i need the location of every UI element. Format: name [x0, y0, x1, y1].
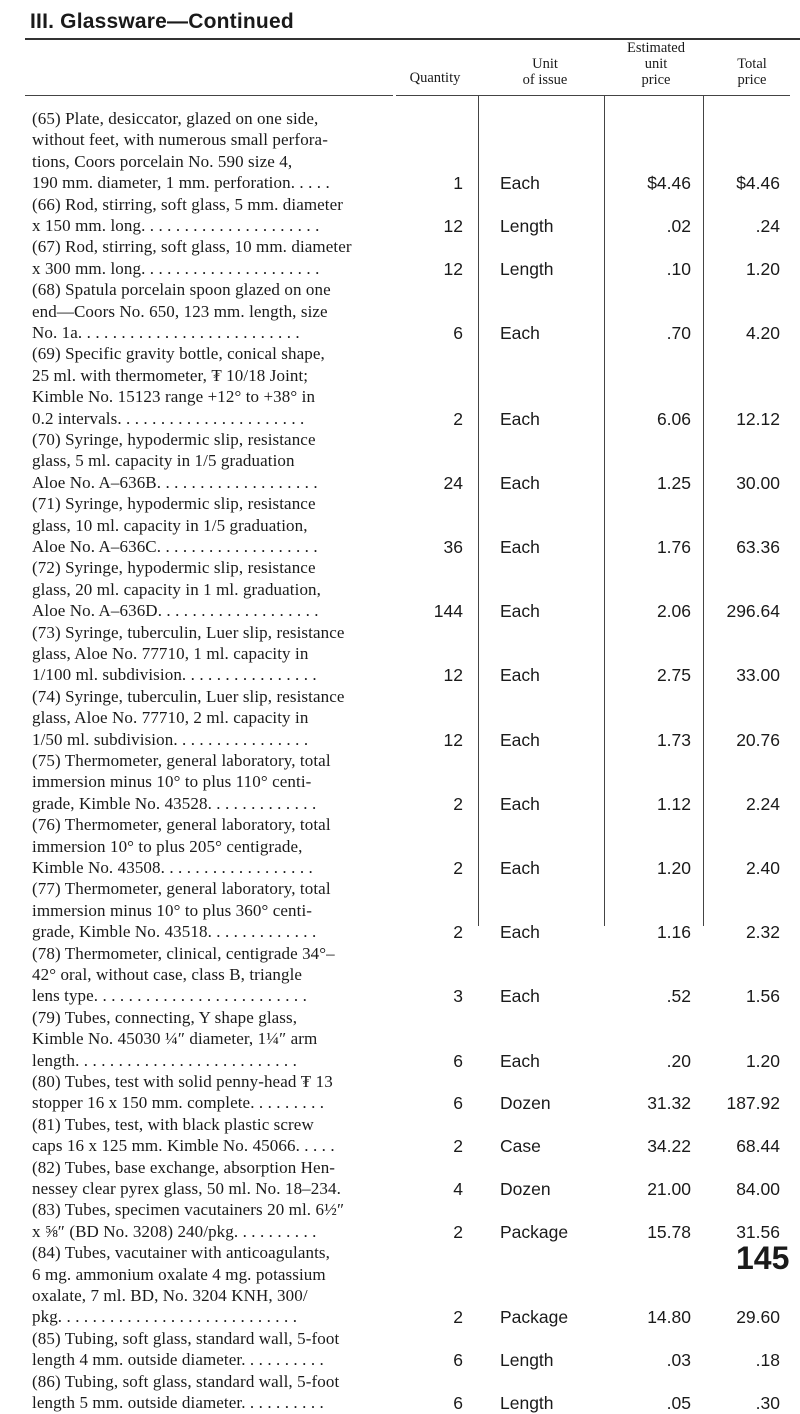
- item-unit: Each: [500, 173, 540, 194]
- item-unit-price: 1.25: [656, 472, 691, 493]
- item-quantity: 2: [453, 408, 463, 429]
- item-quantity: 2: [453, 1221, 463, 1242]
- item-unit-price: .52: [666, 986, 691, 1007]
- item-unit-price: 2.06: [656, 601, 691, 622]
- item-total-price: 29.60: [736, 1307, 780, 1328]
- item-unit-price: 6.06: [656, 408, 691, 429]
- item-unit-price: .02: [666, 216, 691, 236]
- item-unit: Each: [500, 408, 540, 429]
- item-unit-price: 14.80: [647, 1307, 691, 1328]
- item-unit: Each: [500, 729, 540, 750]
- item-quantity: 6: [453, 1050, 463, 1071]
- item-unit-price: .05: [666, 1393, 691, 1413]
- item-total-price: 31.56: [736, 1221, 780, 1242]
- item-description: (70) Syringe, hypodermic slip, resistance glass, 5 ml. capacity in 1/5 graduation Aloe No. A–636B. . . . . . . . . . . . . . . . . . .: [32, 430, 318, 492]
- item-quantity: 2: [453, 858, 463, 878]
- header-underline-description: [25, 95, 393, 96]
- item-description: (81) Tubes, test, with black plastic screw caps 16 x 125 mm. Kimble No. 45066. . . . .: [32, 1114, 335, 1156]
- item-description: (69) Specific gravity bottle, conical shape, 25 ml. with thermometer, ₮ 10/18 Joint; Kimble No. 15123 range +12° to +38° in 0.2 intervals. . . . . . . . . . . . . . . . . . . . . .: [32, 344, 325, 428]
- item-total-price: 2.32: [745, 922, 780, 943]
- item-description: (76) Thermometer, general laboratory, total immersion 10° to plus 205° centigrade, Kimble No. 43508. . . . . . . . . . . . . . . . . .: [32, 815, 331, 877]
- item-unit: Each: [500, 537, 540, 557]
- item-unit-price: 21.00: [647, 1179, 691, 1199]
- item-total-price: 63.36: [736, 537, 780, 557]
- column-header-quantity: [395, 70, 475, 86]
- item-unit: Package: [500, 1307, 569, 1328]
- item-unit: Dozen: [500, 1179, 551, 1199]
- item-quantity: 144: [433, 601, 463, 622]
- column-header-price-line3: price: [641, 72, 671, 88]
- item-total-price: 1.20: [745, 1050, 780, 1071]
- item-quantity: 6: [453, 323, 463, 343]
- item-unit-price: 1.16: [656, 922, 691, 943]
- item-description: (83) Tubes, specimen vacutainers 20 ml. 6½″ x ⅝″ (BD No. 3208) 240/pkg. . . . . . . . . .: [32, 1200, 345, 1241]
- column-header-total-line1: Total: [737, 56, 767, 72]
- item-unit-price: .03: [666, 1350, 691, 1371]
- item-unit-price: 1.20: [656, 858, 691, 878]
- item-description: (66) Rod, stirring, soft glass, 5 mm. diameter x 150 mm. long. . . . . . . . . . . . . . . . . . . . .: [32, 194, 344, 235]
- column-divider-unit: [604, 96, 605, 926]
- item-description: (77) Thermometer, general laboratory, total immersion minus 10° to plus 360° centi- grade, Kimble No. 43518. . . . . . . . . . . . .: [32, 879, 331, 942]
- item-unit-price: 34.22: [647, 1136, 691, 1157]
- item-unit: Dozen: [500, 1093, 551, 1114]
- item-total-price: .30: [755, 1393, 780, 1413]
- item-total-price: $4.46: [736, 173, 780, 194]
- item-quantity: 4: [453, 1179, 463, 1199]
- item-description: (73) Syringe, tuberculin, Luer slip, resistance glass, Aloe No. 77710, 1 ml. capacity in 1/100 ml. subdivision. . . . . . . . . . . . . . . .: [32, 622, 345, 685]
- item-unit: Each: [500, 986, 540, 1007]
- item-quantity: 36: [443, 537, 463, 557]
- item-quantity: 3: [453, 986, 463, 1007]
- item-unit: Each: [500, 858, 540, 878]
- item-unit: Package: [500, 1221, 569, 1242]
- item-unit: Each: [500, 922, 540, 943]
- item-unit-price: .70: [666, 323, 691, 343]
- item-quantity: 12: [443, 258, 463, 279]
- item-total-price: 1.20: [745, 258, 780, 279]
- column-header-price-line2: unit: [644, 56, 668, 72]
- page-header: III. Glassware—Continued: [30, 10, 294, 33]
- column-header-unit: [490, 56, 600, 88]
- item-unit-price: .10: [666, 258, 691, 279]
- item-quantity: 1: [453, 173, 463, 194]
- column-divider-quantity: [478, 96, 479, 926]
- item-unit: Length: [500, 258, 554, 279]
- item-description: (72) Syringe, hypodermic slip, resistance glass, 20 ml. capacity in 1 ml. graduation, Aloe No. A–636D. . . . . . . . . . . . . . . . . . .: [32, 558, 321, 621]
- item-description: (79) Tubes, connecting, Y shape glass, Kimble No. 45030 ¼″ diameter, 1¼″ arm length. . . . . . . . . . . . . . . . . . . . . . . . . .: [32, 1007, 318, 1070]
- column-divider-price: [703, 96, 704, 926]
- item-unit-price: 1.76: [656, 537, 691, 557]
- item-total-price: 296.64: [726, 601, 780, 622]
- item-unit-price: 2.75: [656, 665, 691, 686]
- item-unit: Each: [500, 1050, 540, 1071]
- item-description: (82) Tubes, base exchange, absorption Hen- nessey clear pyrex glass, 50 ml. No. 18–234.: [32, 1157, 341, 1198]
- item-unit-price: 1.73: [656, 729, 691, 750]
- item-total-price: 2.40: [745, 858, 780, 878]
- item-description: (84) Tubes, vacutainer with anticoagulants, 6 mg. ammonium oxalate 4 mg. potassium oxalate, 7 ml. BD, No. 3204 KNH, 300/ pkg. . . . . . . . . . . . . . . . . . . . . . . . . . . .: [32, 1243, 330, 1327]
- item-description: (67) Rod, stirring, soft glass, 10 mm. diameter x 300 mm. long. . . . . . . . . . . . . . . . . . . . .: [32, 237, 352, 278]
- item-unit-price: 1.12: [656, 793, 691, 814]
- item-unit: Length: [500, 1393, 554, 1413]
- item-total-price: 33.00: [736, 665, 780, 686]
- item-total-price: 2.24: [745, 793, 780, 814]
- item-unit: Each: [500, 323, 540, 343]
- item-unit: Each: [500, 601, 540, 622]
- item-unit-price: 15.78: [647, 1221, 691, 1242]
- item-total-price: 68.44: [736, 1136, 780, 1157]
- item-total-price: 4.20: [745, 323, 780, 343]
- column-header-total: [712, 56, 792, 88]
- item-unit: Each: [500, 665, 540, 686]
- item-total-price: 187.92: [726, 1093, 780, 1114]
- column-header-unit-line2: of issue: [522, 72, 568, 88]
- item-quantity: 2: [453, 1136, 463, 1157]
- item-total-price: 84.00: [736, 1179, 780, 1199]
- column-header-total-line2: price: [737, 72, 767, 88]
- item-quantity: 6: [453, 1093, 463, 1114]
- item-total-price: .18: [755, 1350, 780, 1371]
- item-description: (85) Tubing, soft glass, standard wall, 5-foot length 4 mm. outside diameter. . . . . . . . . .: [32, 1328, 340, 1370]
- item-quantity: 12: [443, 216, 463, 236]
- column-header-unit-line1: Unit: [532, 56, 558, 72]
- item-total-price: .24: [755, 216, 780, 236]
- item-unit-price: 31.32: [647, 1093, 691, 1114]
- item-unit-price: .20: [666, 1050, 691, 1071]
- item-total-price: 30.00: [736, 472, 780, 493]
- item-total-price: 12.12: [736, 408, 780, 429]
- item-unit: Case: [500, 1136, 541, 1157]
- page-number: 145: [736, 1240, 790, 1276]
- item-quantity: 2: [453, 793, 463, 814]
- item-quantity: 12: [443, 729, 463, 750]
- item-description: (75) Thermometer, general laboratory, total immersion minus 10° to plus 110° centi- grade, Kimble No. 43528. . . . . . . . . . . . .: [32, 751, 331, 813]
- item-total-price: 1.56: [745, 986, 780, 1007]
- item-unit: Length: [500, 1350, 554, 1371]
- header-underline-columns: [396, 95, 790, 96]
- item-quantity: 6: [453, 1393, 463, 1413]
- column-header-price-line1: Estimated: [627, 40, 685, 56]
- item-unit-price: $4.46: [647, 173, 691, 194]
- item-description: (71) Syringe, hypodermic slip, resistance glass, 10 ml. capacity in 1/5 graduation, Aloe No. A–636C. . . . . . . . . . . . . . . . . . .: [32, 494, 318, 556]
- item-quantity: 2: [453, 1307, 463, 1328]
- column-header-estimated-price: [612, 40, 700, 88]
- item-description: (80) Tubes, test with solid penny-head ₮ 13 stopper 16 x 150 mm. complete. . . . . . . . .: [32, 1072, 333, 1113]
- item-description: (74) Syringe, tuberculin, Luer slip, resistance glass, Aloe No. 77710, 2 ml. capacity in 1/50 ml. subdivision. . . . . . . . . . . . . . . .: [32, 686, 345, 749]
- item-quantity: 6: [453, 1350, 463, 1371]
- item-unit: Each: [500, 793, 540, 814]
- item-description: (68) Spatula porcelain spoon glazed on one end—Coors No. 650, 123 mm. length, size No. 1a. . . . . . . . . . . . . . . . . . . . . . . . . .: [32, 280, 331, 342]
- item-total-price: 20.76: [736, 729, 780, 750]
- item-quantity: 2: [453, 922, 463, 943]
- item-description: (78) Thermometer, clinical, centigrade 34°– 42° oral, without case, class B, triangle lens type. . . . . . . . . . . . . . . . . . . . . . . . .: [32, 943, 335, 1006]
- item-quantity: 24: [443, 472, 463, 493]
- item-unit: Each: [500, 472, 540, 493]
- item-description: (65) Plate, desiccator, glazed on one side, without feet, with numerous small perfora- tions, Coors porcelain No. 590 size 4, 190 mm. diameter, 1 mm. perforation. . . . .: [32, 109, 330, 193]
- item-quantity: 12: [443, 665, 463, 686]
- column-header-quantity-label: Quantity: [409, 70, 461, 86]
- item-description: (86) Tubing, soft glass, standard wall, 5-foot length 5 mm. outside diameter. . . . . . . . . .: [32, 1371, 340, 1412]
- item-unit: Length: [500, 216, 554, 236]
